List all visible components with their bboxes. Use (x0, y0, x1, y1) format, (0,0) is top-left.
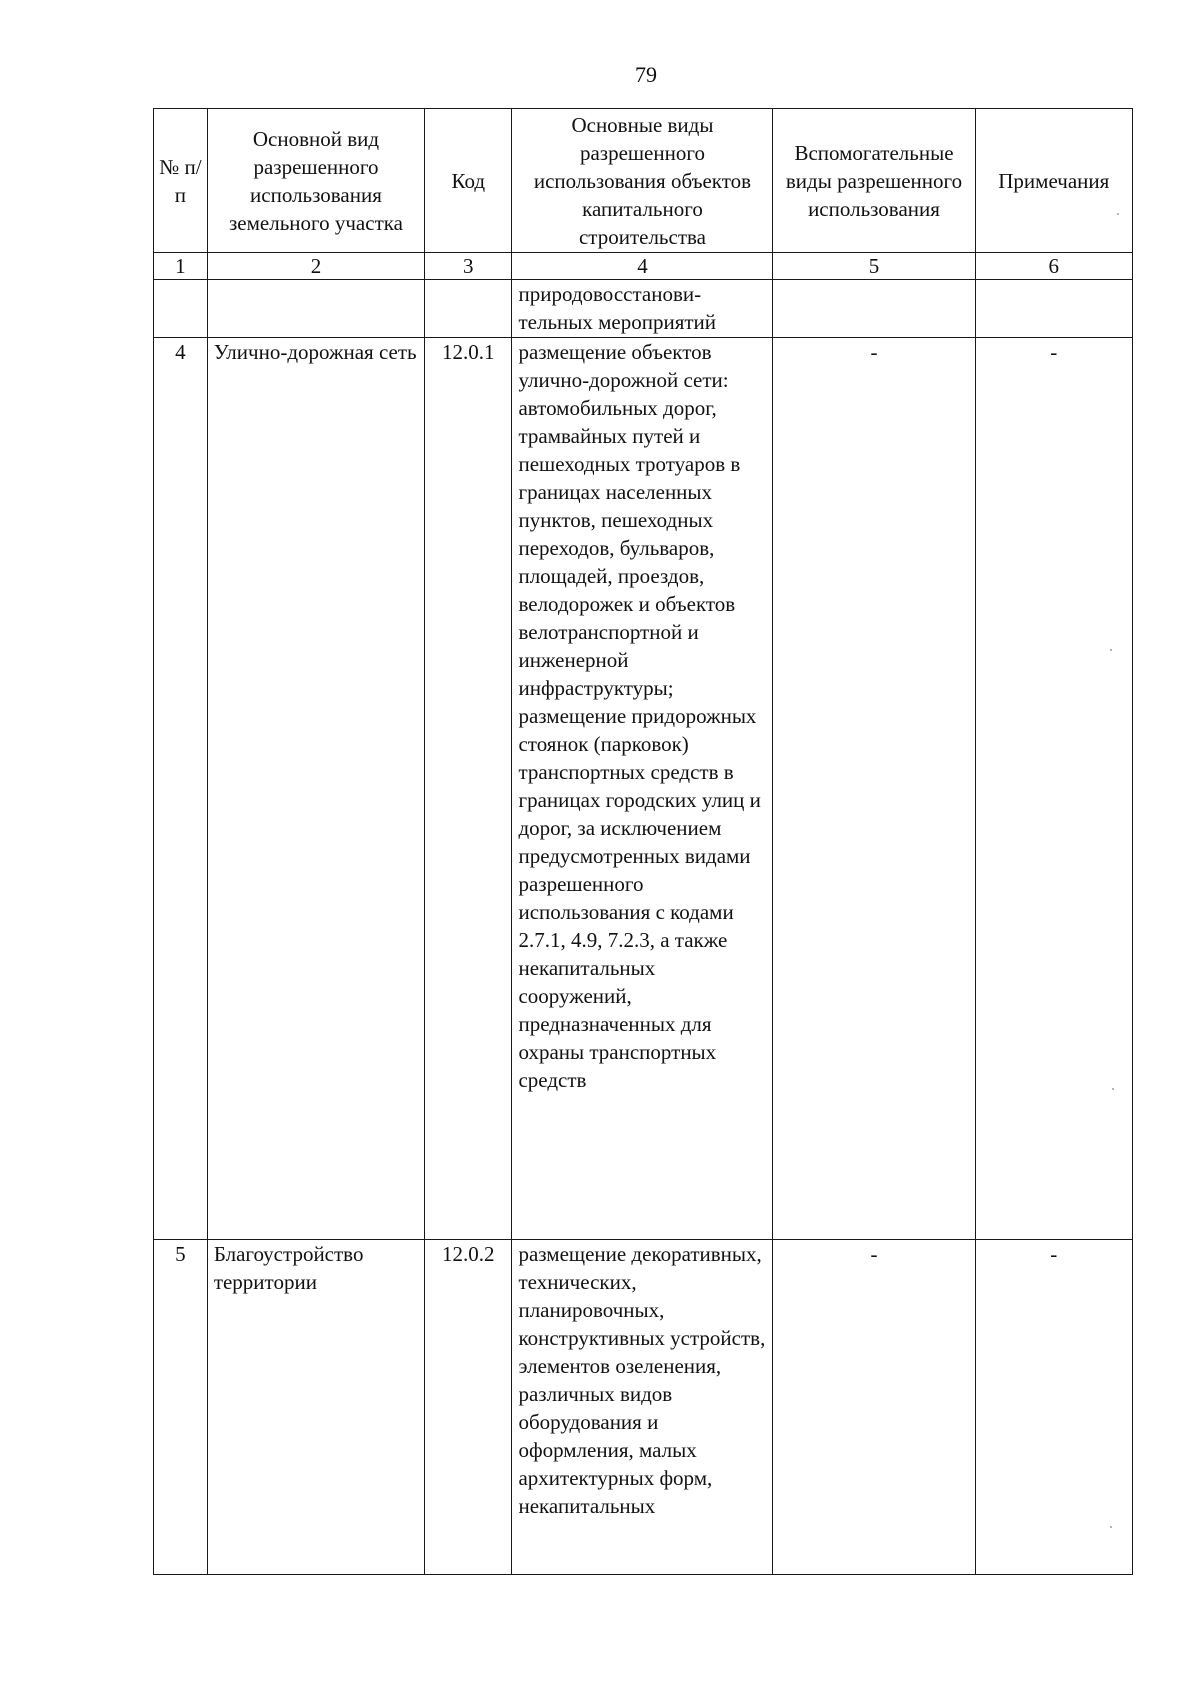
table-cell (425, 280, 512, 338)
page-number: 79 (635, 62, 657, 87)
table-cell (154, 280, 208, 338)
notes: - (975, 1240, 1132, 1575)
column-number: 1 (154, 253, 208, 280)
continuation-text: природовосстанови-тельных мероприятий (512, 280, 773, 338)
header-auxiliary-use: Вспомогательные виды разрешенного использования (773, 109, 975, 253)
row-number: 4 (154, 338, 208, 1240)
header-code: Код (425, 109, 512, 253)
table-header-row (154, 109, 1133, 253)
table-cell (975, 280, 1132, 338)
table-row (154, 338, 1133, 1240)
column-number: 6 (975, 253, 1132, 280)
table-cell (773, 280, 975, 338)
scan-speck (1112, 1088, 1114, 1090)
column-number: 5 (773, 253, 975, 280)
column-number: 3 (425, 253, 512, 280)
column-number: 2 (207, 253, 424, 280)
land-use-code: 12.0.1 (425, 338, 512, 1240)
column-numbers-row (154, 253, 1133, 280)
land-use-table (153, 108, 1133, 1575)
main-use-description: размещение декоративных, технических, планировочных, конструктивных устройств, элементов озеленения, различных видов оборудования и оформления, малых архитектурных форм, некапитальных (512, 1240, 773, 1575)
main-use-description: размещение объектов улично-дорожной сети: автомобильных дорог, трамвайных путей и пешеходных тротуаров в границах населенных пунктов, пешеходных переходов, бульваров, площадей, проездов, велодорожек и объектов велотранспортной и инженерной инфраструктуры; размещение придорожных стоянок (парковок) транспортных средств в границах городских улиц и дорог, за исключением предусмотренных видами разрешенного использования с кодами 2.7.1, 4.9, 7.2.3, а также некапитальных сооружений, предназначенных для охраны транспортных средств (512, 338, 773, 1240)
scan-speck (1117, 213, 1119, 215)
header-main-land-use: Основной вид разрешенного использования земельного участка (207, 109, 424, 253)
column-number: 4 (512, 253, 773, 280)
table-cell (207, 280, 424, 338)
header-notes: Примечания (975, 109, 1132, 253)
table-row (154, 1240, 1133, 1575)
scan-speck (1110, 649, 1112, 651)
auxiliary-use: - (773, 338, 975, 1240)
continuation-row (154, 280, 1133, 338)
land-use-name: Улично-дорожная сеть (207, 338, 424, 1240)
land-use-code: 12.0.2 (425, 1240, 512, 1575)
notes: - (975, 338, 1132, 1240)
land-use-name: Благоустройство территории (207, 1240, 424, 1575)
header-num: № п/п (154, 109, 208, 253)
auxiliary-use: - (773, 1240, 975, 1575)
scan-speck (1110, 1526, 1112, 1528)
row-number: 5 (154, 1240, 208, 1575)
header-main-capital-use: Основные виды разрешенного использования объектов капитального строительства (512, 109, 773, 253)
